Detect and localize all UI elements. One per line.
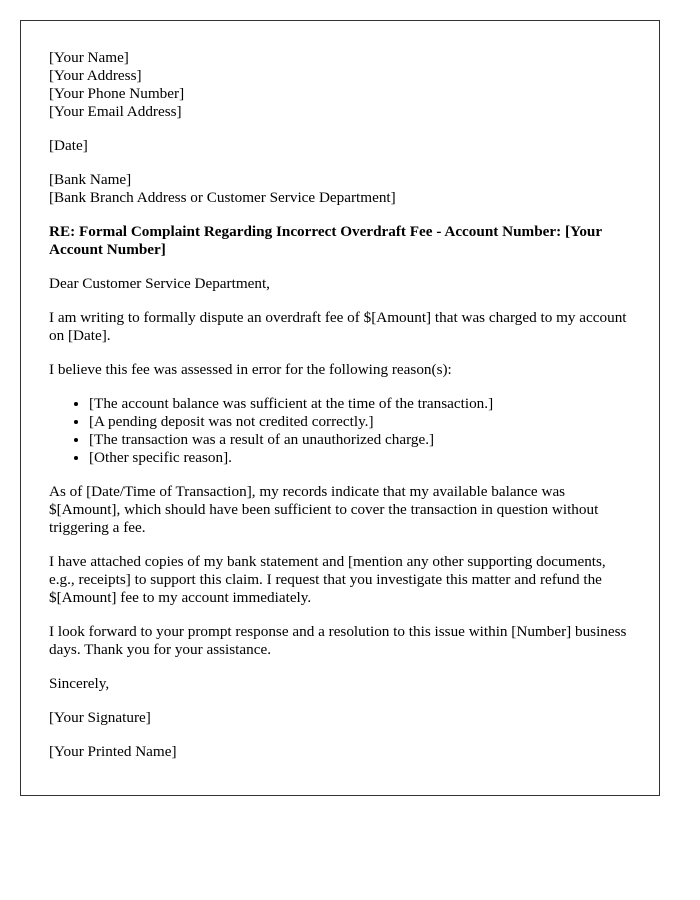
letter-document (20, 20, 660, 796)
recipient-bank-name: [Bank Name] (49, 171, 132, 188)
sender-address: [Your Address] (49, 67, 142, 84)
list-item: • [Other specific reason]. (89, 449, 631, 467)
list-item: • [A pending deposit was not credited correctly.] (89, 413, 631, 431)
attachments-paragraph: I have attached copies of my bank statement and [mention any other supporting documents, e.g., receipts] to support this claim. I request that you investigate this matter and refund the $[Amount] fee to my account immediately. (49, 553, 606, 606)
letter-date: [Date] (49, 137, 88, 154)
recipient-branch: [Bank Branch Address or Customer Service Department] (49, 189, 396, 206)
recipient-block (49, 171, 631, 207)
sender-phone: [Your Phone Number] (49, 85, 185, 102)
list-item: • [The account balance was sufficient at the time of the transaction.] (89, 395, 631, 413)
sender-name: [Your Name] (49, 49, 129, 66)
printed-name-line: [Your Printed Name] (49, 743, 177, 760)
balance-paragraph: As of [Date/Time of Transaction], my records indicate that my available balance was $[Amount], which should have been sufficient to cover the transaction in question without triggering a fee. (49, 483, 599, 536)
sender-block (49, 49, 631, 121)
closing-line: Sincerely, (49, 675, 110, 692)
sender-email: [Your Email Address] (49, 103, 182, 120)
intro-paragraph: I am writing to formally dispute an overdraft fee of $[Amount] that was charged to my account on [Date]. (49, 309, 627, 344)
subject-line: RE: Formal Complaint Regarding Incorrect Overdraft Fee - Account Number: [Your Account Number] (49, 223, 602, 258)
list-item: • [The transaction was a result of an unauthorized charge.] (89, 431, 631, 449)
salutation: Dear Customer Service Department, (49, 275, 270, 292)
reasons-intro-paragraph: I believe this fee was assessed in error for the following reason(s): (49, 361, 452, 378)
closing-paragraph: I look forward to your prompt response and a resolution to this issue within [Number] business days. Thank you for your assistance. (49, 623, 627, 658)
reasons-list (49, 395, 631, 467)
signature-line: [Your Signature] (49, 709, 151, 726)
